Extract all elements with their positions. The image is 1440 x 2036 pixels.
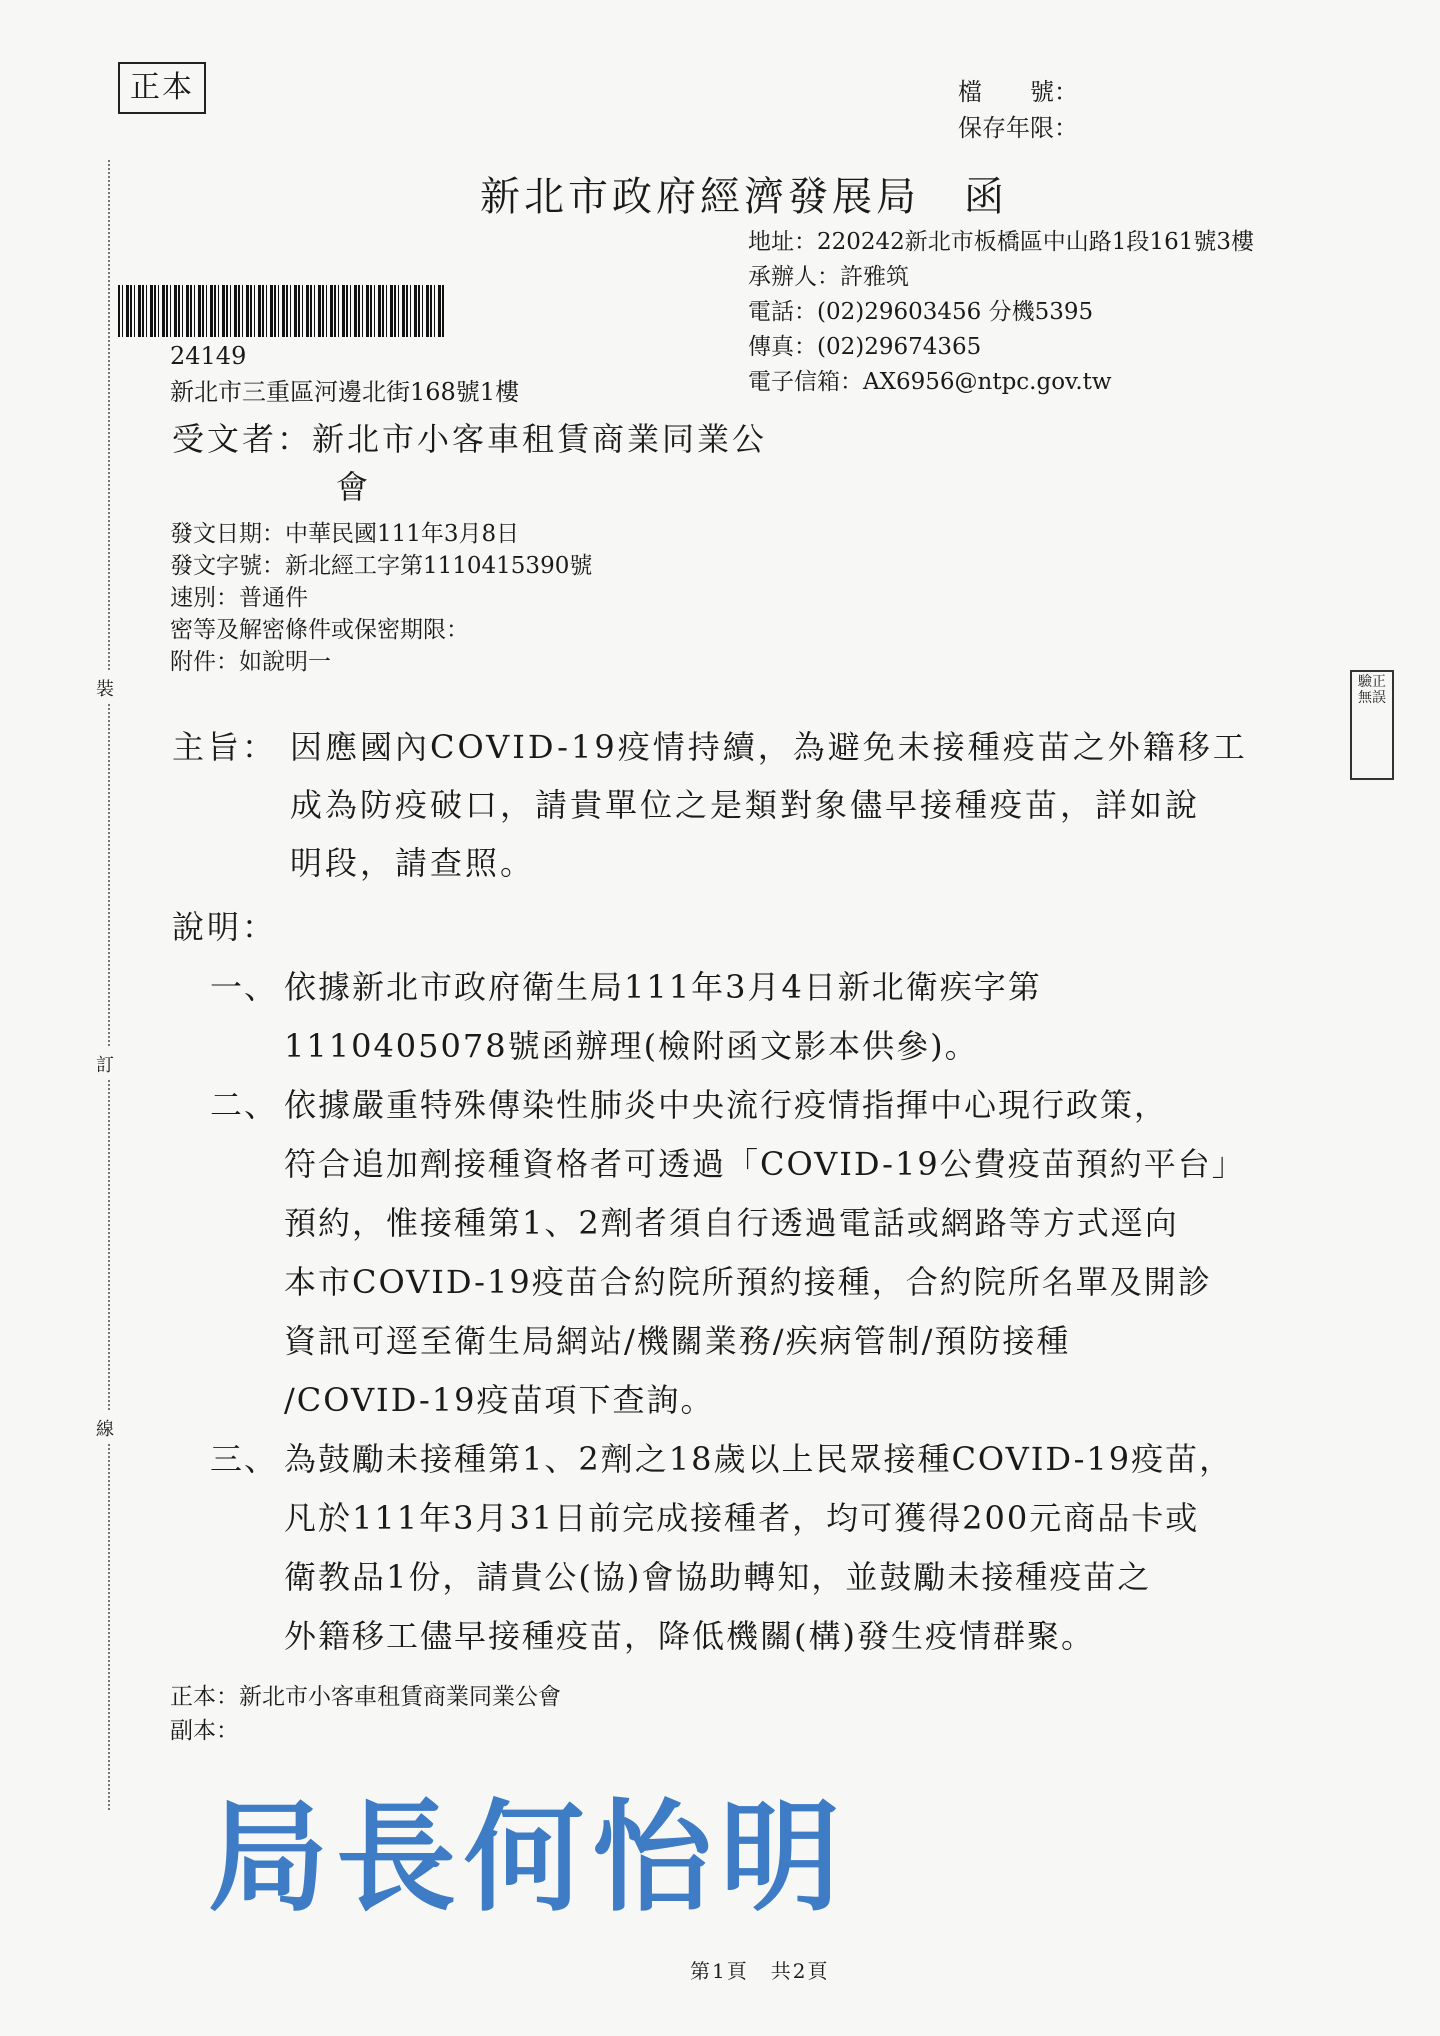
distribution	[170, 1680, 561, 1748]
subject-body	[290, 718, 1248, 892]
copy-recipient: 副本：	[170, 1718, 239, 1744]
item-line: 依據新北市政府衛生局111年3月4日新北衛疾字第	[284, 968, 1042, 1006]
phone: 電話：(02)29603456 分機5395	[748, 299, 1094, 325]
street-address: 新北市三重區河邊北街168號1樓	[170, 378, 520, 406]
binding-line	[108, 160, 110, 1810]
item-line: /COVID-19疫苗項下查詢。	[284, 1381, 715, 1419]
delivery-speed: 速別：普通件	[170, 585, 308, 611]
item-line: 外籍移工儘早接種疫苗，降低機關(構)發生疫情群聚。	[284, 1617, 1095, 1655]
classification: 密等及解密條件或保密期限：	[170, 617, 469, 643]
issue-date: 發文日期：中華民國111年3月8日	[170, 521, 520, 547]
recipient-address	[170, 338, 519, 410]
recipient-line-1: 受文者：新北市小客車租賃商業同業公	[172, 420, 768, 458]
item-line: 依據嚴重特殊傳染性肺炎中央流行疫情指揮中心現行政策，	[284, 1086, 1169, 1124]
attachment: 附件：如說明一	[170, 649, 331, 675]
binding-mark-bind: 裝	[96, 672, 114, 704]
subject-label: 主旨：	[172, 728, 278, 766]
item-line: 預約，惟接種第1、2劑者須自行透過電話或網路等方式逕向	[284, 1204, 1179, 1242]
recipient	[172, 415, 767, 511]
explanation-label: 說明：	[172, 908, 278, 946]
item-number: 三、	[210, 1440, 279, 1478]
officer: 承辦人：許雅筑	[748, 264, 909, 290]
agency-address: 地址：220242新北市板橋區中山路1段161號3樓	[748, 229, 1254, 255]
file-number: 檔 號：	[958, 78, 1078, 106]
explanation-item	[210, 1430, 1306, 1666]
document-number: 發文字號：新北經工字第1110415390號	[170, 553, 593, 579]
item-line: 凡於111年3月31日前完成接種者，均可獲得200元商品卡或	[284, 1499, 1200, 1537]
contact-block	[748, 225, 1254, 400]
item-number: 一、	[210, 968, 279, 1006]
subject-line: 因應國內COVID-19疫情持續，為避免未接種疫苗之外籍移工	[290, 728, 1248, 766]
explanation-items	[210, 958, 1306, 1666]
document-meta	[170, 518, 592, 678]
recipient-line-2: 會	[336, 468, 372, 506]
subject-line: 明段，請查照。	[290, 844, 536, 882]
email: 電子信箱：AX6956@ntpc.gov.tw	[748, 369, 1112, 395]
binding-mark-stitch: 訂	[96, 1048, 114, 1080]
document-title: 新北市政府經濟發展局 函	[480, 174, 1008, 220]
copy-type-stamp: 正本	[118, 62, 206, 114]
fax: 傳真：(02)29674365	[748, 334, 982, 360]
item-line: 為鼓勵未接種第1、2劑之18歲以上民眾接種COVID-19疫苗，	[284, 1440, 1234, 1478]
subject-line: 成為防疫破口，請貴單位之是類對象儘早接種疫苗，詳如說	[290, 786, 1201, 824]
binding-mark-line: 線	[96, 1412, 114, 1444]
item-line: 衛教品1份，請貴公(協)會協助轉知，並鼓勵未接種疫苗之	[284, 1558, 1152, 1596]
item-number: 二、	[210, 1086, 279, 1124]
original-recipient: 正本：新北市小客車租賃商業同業公會	[170, 1684, 561, 1710]
barcode	[118, 285, 446, 337]
item-line: 資訊可逕至衛生局網站/機關業務/疾病管制/預防接種	[284, 1322, 1071, 1360]
item-line: 符合追加劑接種資格者可透過「COVID-19公費疫苗預約平台」	[284, 1145, 1246, 1183]
explanation-item	[210, 958, 1306, 1076]
subject	[172, 718, 1302, 892]
page-number: 第1頁 共2頁	[690, 1959, 830, 1983]
retention-period: 保存年限：	[958, 114, 1078, 142]
file-meta	[958, 74, 1078, 146]
explanation-item	[210, 1076, 1306, 1430]
director-signature-stamp: 局長何怡明	[208, 1787, 848, 1928]
item-line: 1110405078號函辦理(檢附函文影本供參)。	[284, 1027, 979, 1065]
item-line: 本市COVID-19疫苗合約院所預約接種，合約院所名單及開診	[284, 1263, 1212, 1301]
verification-stamp: 驗正無誤	[1350, 670, 1394, 780]
postal-code: 24149	[170, 342, 247, 370]
